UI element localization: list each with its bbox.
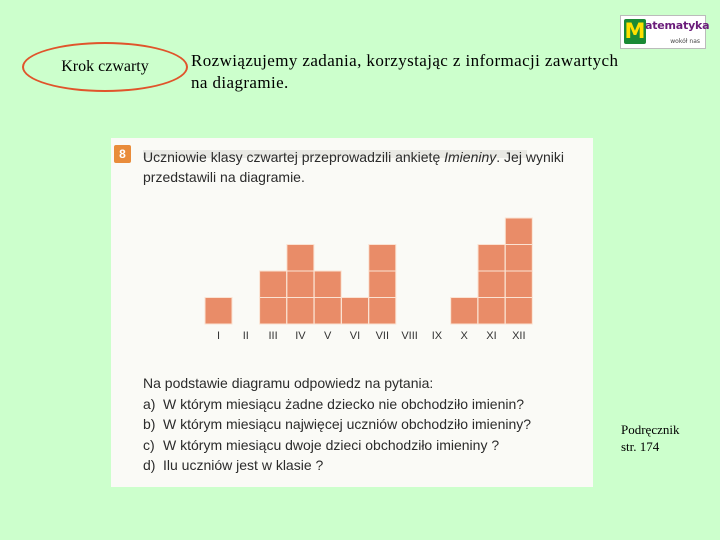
question-text: W którym miesiącu żadne dziecko nie obchodziło imienin? bbox=[163, 395, 525, 412]
tick-label-iii: III bbox=[268, 330, 278, 342]
bar-unit-xi bbox=[478, 245, 505, 272]
step-label: Krok czwarty bbox=[22, 42, 188, 92]
bar-unit-vii bbox=[369, 245, 396, 272]
bar-unit-iii bbox=[260, 298, 287, 325]
task-text-italic: Imieniny bbox=[444, 149, 497, 165]
bar-unit-vi bbox=[342, 298, 369, 325]
bar-unit-iv bbox=[287, 298, 314, 325]
bar-unit-vii bbox=[369, 298, 396, 325]
task-text-after: . Jej wyniki przedstawili na diagramie. bbox=[143, 149, 564, 185]
tick-label-viii: VIII bbox=[401, 330, 418, 342]
question-letter: b) bbox=[143, 416, 156, 432]
question-list bbox=[143, 394, 583, 476]
question-item bbox=[143, 455, 583, 476]
bar-unit-xi bbox=[478, 298, 505, 325]
bar-unit-xii bbox=[505, 218, 532, 245]
question-item bbox=[143, 435, 583, 456]
tick-label-x: X bbox=[460, 330, 468, 342]
logo-word: atematyka bbox=[645, 19, 710, 32]
bar-unit-i bbox=[205, 298, 232, 325]
tick-label-xi: XI bbox=[486, 330, 497, 342]
bar-unit-xii bbox=[505, 245, 532, 272]
tick-labels-layer bbox=[217, 330, 526, 342]
question-text: W którym miesiącu najwięcej uczniów obchodziło imieniny? bbox=[163, 416, 532, 432]
source-reference bbox=[621, 421, 679, 455]
question-letter: c) bbox=[143, 436, 155, 453]
header-text: Rozwiązujemy zadania, korzystając z informacji zawartych na diagramie. bbox=[191, 51, 619, 92]
bar-unit-x bbox=[451, 298, 478, 325]
question-item bbox=[143, 414, 583, 435]
tick-label-ix: IX bbox=[431, 330, 443, 342]
task-text-before: Uczniowie klasy czwartej przeprowadzili ankietę bbox=[143, 149, 445, 165]
question-item bbox=[143, 394, 583, 415]
tick-label-vi: VI bbox=[349, 330, 361, 342]
logo-m-icon: M bbox=[624, 19, 646, 43]
task-number-badge: 8 bbox=[114, 145, 131, 163]
question-letter: d) bbox=[143, 457, 156, 473]
source-line-2: str. 174 bbox=[621, 439, 660, 454]
tick-label-iv: IV bbox=[295, 330, 306, 342]
bar-unit-v bbox=[314, 298, 341, 325]
question-text: W którym miesiącu dwoje dzieci obchodziło imieniny ? bbox=[163, 436, 500, 453]
bar-unit-iv bbox=[287, 271, 314, 298]
bar-unit-v bbox=[314, 271, 341, 298]
bar-unit-xii bbox=[505, 298, 532, 325]
bar-unit-iv bbox=[287, 245, 314, 272]
logo-sub: wokół nas bbox=[670, 38, 700, 45]
tick-label-xii: XII bbox=[512, 330, 526, 342]
question-text: Ilu uczniów jest w klasie ? bbox=[163, 457, 324, 473]
tick-label-v: V bbox=[324, 330, 332, 342]
bar-unit-vii bbox=[369, 271, 396, 298]
bar-unit-iii bbox=[260, 271, 287, 298]
logo bbox=[620, 15, 710, 49]
source-line-1: Podręcznik bbox=[621, 422, 680, 437]
tick-label-vii: VII bbox=[375, 330, 390, 342]
questions-intro: Na podstawie diagramu odpowiedz na pytania: bbox=[143, 375, 434, 391]
question-letter: a) bbox=[143, 395, 156, 412]
textbook-scan bbox=[111, 138, 593, 487]
bar-unit-xii bbox=[505, 271, 532, 298]
tick-label-i: I bbox=[216, 330, 221, 342]
questions bbox=[143, 373, 583, 476]
bar-unit-xi bbox=[478, 271, 505, 298]
tick-label-ii: II bbox=[242, 330, 249, 342]
bars-layer bbox=[205, 218, 532, 324]
